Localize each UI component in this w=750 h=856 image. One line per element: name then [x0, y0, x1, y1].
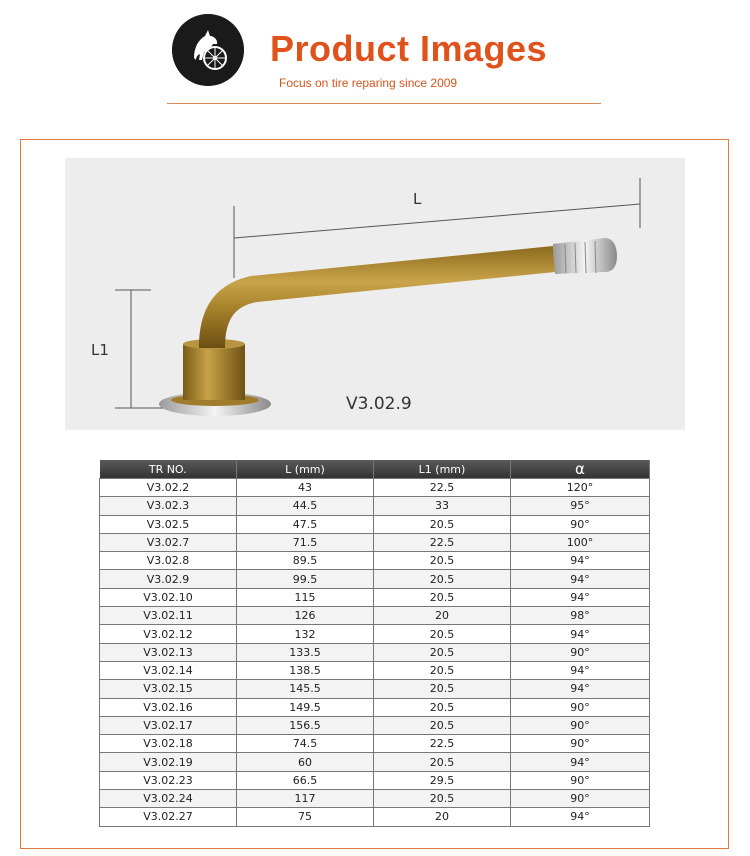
cell-length: 156.5: [237, 716, 374, 734]
cell-tr-no: V3.02.7: [100, 533, 237, 551]
cell-tr-no: V3.02.18: [100, 735, 237, 753]
cell-angle: 90°: [511, 643, 650, 661]
table-row: [100, 552, 650, 570]
brand-logo: [172, 14, 244, 86]
cell-angle: 90°: [511, 698, 650, 716]
cell-angle: 90°: [511, 771, 650, 789]
cell-height: 33: [374, 497, 511, 515]
cell-height: 20.5: [374, 588, 511, 606]
valve-diagram: [65, 158, 685, 430]
cell-height: 20.5: [374, 698, 511, 716]
table-row: [100, 808, 650, 826]
product-photo: [65, 158, 685, 430]
cell-height: 22.5: [374, 533, 511, 551]
cell-angle: 120°: [511, 479, 650, 497]
cell-height: 20: [374, 607, 511, 625]
table-row: [100, 533, 650, 551]
cell-tr-no: V3.02.9: [100, 570, 237, 588]
cell-length: 60: [237, 753, 374, 771]
cell-length: 43: [237, 479, 374, 497]
column-header-height: L1 (mm): [374, 460, 511, 479]
cell-angle: 90°: [511, 790, 650, 808]
cell-height: 20.5: [374, 753, 511, 771]
column-header-angle: α: [511, 460, 650, 479]
page-subtitle: Focus on tire reparing since 2009: [279, 76, 458, 90]
dimension-length-label: L: [413, 190, 422, 208]
table-header-row: [100, 460, 650, 479]
cell-length: 149.5: [237, 698, 374, 716]
table-row: [100, 771, 650, 789]
cell-length: 115: [237, 588, 374, 606]
cell-length: 44.5: [237, 497, 374, 515]
cell-length: 138.5: [237, 661, 374, 679]
cell-height: 29.5: [374, 771, 511, 789]
table-row: [100, 607, 650, 625]
cell-tr-no: V3.02.14: [100, 661, 237, 679]
table-row: [100, 643, 650, 661]
model-label: V3.02.9: [346, 394, 412, 414]
cell-tr-no: V3.02.11: [100, 607, 237, 625]
cell-tr-no: V3.02.15: [100, 680, 237, 698]
cell-height: 22.5: [374, 735, 511, 753]
cell-height: 20.5: [374, 625, 511, 643]
cell-tr-no: V3.02.2: [100, 479, 237, 497]
cell-angle: 94°: [511, 661, 650, 679]
cell-tr-no: V3.02.23: [100, 771, 237, 789]
cell-length: 132: [237, 625, 374, 643]
spec-table: [99, 460, 650, 827]
cell-tr-no: V3.02.27: [100, 808, 237, 826]
cell-angle: 94°: [511, 625, 650, 643]
cell-length: 117: [237, 790, 374, 808]
cell-angle: 98°: [511, 607, 650, 625]
cell-angle: 94°: [511, 552, 650, 570]
cell-tr-no: V3.02.17: [100, 716, 237, 734]
table-row: [100, 790, 650, 808]
dimension-height-label: L1: [91, 341, 109, 359]
cell-height: 20.5: [374, 552, 511, 570]
cell-height: 20.5: [374, 515, 511, 533]
cell-height: 20.5: [374, 790, 511, 808]
table-row: [100, 680, 650, 698]
cell-tr-no: V3.02.24: [100, 790, 237, 808]
cell-tr-no: V3.02.8: [100, 552, 237, 570]
page-title: Product Images: [270, 28, 548, 69]
table-row: [100, 515, 650, 533]
horse-wheel-icon: [172, 14, 244, 86]
cell-tr-no: V3.02.19: [100, 753, 237, 771]
cell-angle: 90°: [511, 735, 650, 753]
cell-length: 71.5: [237, 533, 374, 551]
cell-length: 66.5: [237, 771, 374, 789]
table-row: [100, 735, 650, 753]
table-row: [100, 588, 650, 606]
cell-height: 20.5: [374, 643, 511, 661]
cell-length: 133.5: [237, 643, 374, 661]
header-divider: [167, 103, 601, 104]
cell-height: 22.5: [374, 479, 511, 497]
cell-angle: 90°: [511, 716, 650, 734]
column-header-tr-no: TR NO.: [100, 460, 237, 479]
cell-height: 20: [374, 808, 511, 826]
column-header-length: L (mm): [237, 460, 374, 479]
cell-tr-no: V3.02.13: [100, 643, 237, 661]
cell-tr-no: V3.02.10: [100, 588, 237, 606]
cell-angle: 100°: [511, 533, 650, 551]
cell-length: 47.5: [237, 515, 374, 533]
cell-tr-no: V3.02.3: [100, 497, 237, 515]
cell-angle: 94°: [511, 680, 650, 698]
cell-angle: 94°: [511, 570, 650, 588]
cell-length: 99.5: [237, 570, 374, 588]
cell-tr-no: V3.02.16: [100, 698, 237, 716]
table-row: [100, 497, 650, 515]
cell-angle: 94°: [511, 588, 650, 606]
cell-height: 20.5: [374, 716, 511, 734]
cell-length: 126: [237, 607, 374, 625]
table-row: [100, 716, 650, 734]
cell-length: 74.5: [237, 735, 374, 753]
table-row: [100, 753, 650, 771]
cell-angle: 94°: [511, 808, 650, 826]
table-row: [100, 570, 650, 588]
cell-tr-no: V3.02.5: [100, 515, 237, 533]
cell-length: 89.5: [237, 552, 374, 570]
table-row: [100, 625, 650, 643]
cell-angle: 90°: [511, 515, 650, 533]
cell-tr-no: V3.02.12: [100, 625, 237, 643]
cell-angle: 95°: [511, 497, 650, 515]
table-row: [100, 479, 650, 497]
cell-length: 75: [237, 808, 374, 826]
cell-angle: 94°: [511, 753, 650, 771]
cell-height: 20.5: [374, 570, 511, 588]
table-row: [100, 698, 650, 716]
cell-height: 20.5: [374, 661, 511, 679]
cell-height: 20.5: [374, 680, 511, 698]
table-row: [100, 661, 650, 679]
cell-length: 145.5: [237, 680, 374, 698]
